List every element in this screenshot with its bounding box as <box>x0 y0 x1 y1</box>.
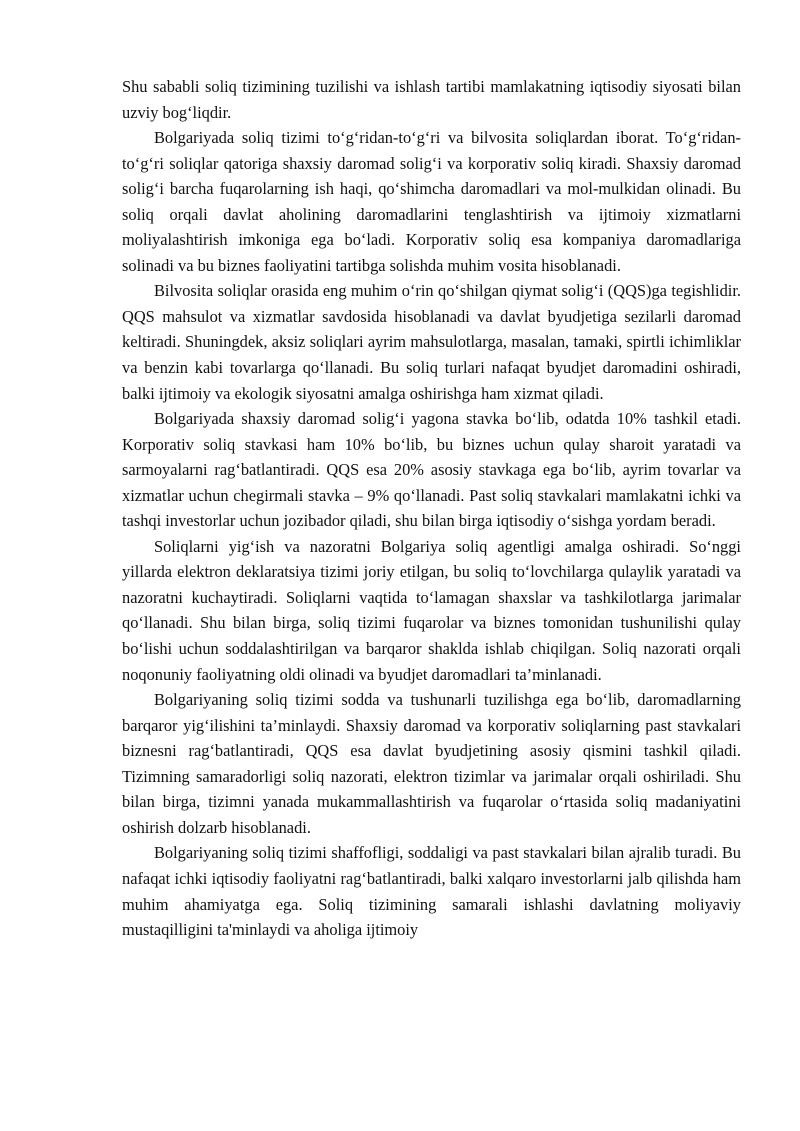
paragraph-summary: Bolgariyaning soliq tizimi sodda va tushunarli tuzilishga ega bo‘lib, daromadlarning barqaror yig‘ilishini ta’minlaydi. Shaxsiy daromad va korporativ soliqlarning past stavkalari biznesni rag‘batlantiradi, QQS esa davlat byudjetining asosiy qismini tashkil qiladi. Tizimning samaradorligi soliq nazorati, elektron tizimlar va jarimalar orqali oshiriladi. Shu bilan birga, tizimni yanada mukammallashtirish va fuqarolar o‘rtasida soliq madaniyatini oshirish dolzarb hisoblanadi. <box>122 690 741 837</box>
paragraph-conclusion: Bolgariyaning soliq tizimi shaffofligi, soddaligi va past stavkalari bilan ajralib turadi. Bu nafaqat ichki iqtisodiy faoliyatni rag‘batlantiradi, balki xalqaro investorlarni jalb qilishda ham muhim ahamiyatga ega. Soliq tizimining samarali ishlashi davlatning moliyaviy mustaqilligini ta'minlaydi va aholiga ijtimoiy <box>122 843 741 940</box>
paragraph-indirect-taxes: Bilvosita soliqlar orasida eng muhim o‘rin qo‘shilgan qiymat solig‘i (QQS)ga tegishlidir. QQS mahsulot va xizmatlar savdosida hisoblanadi va davlat byudjetiga sezilarli daromad keltiradi. Shuningdek, aksiz soliqlari ayrim mahsulotlarga, masalan, tamaki, spirtli ichimliklar va benzin kabi tovarlarga qo‘llanadi. Bu soliq turlari nafaqat byudjet daromadini oshiradi, balki ijtimoiy va ekologik siyosatni amalga oshirishga ham xizmat qiladi. <box>122 281 741 403</box>
paragraph-tax-collection: Soliqlarni yig‘ish va nazoratni Bolgariya soliq agentligi amalga oshiradi. So‘nggi yillarda elektron deklaratsiya tizimi joriy etilgan, bu soliq to‘lovchilarga qulaylik yaratadi va nazoratni kuchaytiradi. Soliqlarni vaqtida to‘lamagan shaxslar va tashkilotlarga jarimalar qo‘llanadi. Shu bilan birga, soliq tizimi fuqarolar va biznes tomonidan tushunilishi qulay bo‘lishi uchun soddalashtirilgan va barqaror shaklda ishlab chiqilgan. Soliq nazorati orqali noqonuniy faoliyatning oldi olinadi va byudjet daromadlari ta’minlanadi. <box>122 536 741 684</box>
paragraph-tax-rates: Bolgariyada shaxsiy daromad solig‘i yagona stavka bo‘lib, odatda 10% tashkil etadi. Korporativ soliq stavkasi ham 10% bo‘lib, bu biznes uchun qulay sharoit yaratadi va sarmoyalarni rag‘batlantiradi. QQS esa 20% asosiy stavkaga ega bo‘lib, ayrim tovarlar va xizmatlar uchun chegirmali stavka – 9% qo‘llanadi. Past soliq stavkalari mamlakatni ichki va tashqi investorlar uchun jozibador qiladi, shu bilan birga iqtisodiy o‘sishga yordam beradi. <box>122 409 741 531</box>
paragraph-continuation: Shu sababli soliq tizimining tuzilishi va ishlash tartibi mamlakatning iqtisodiy siyosati bilan uzviy bog‘liqdir. <box>122 77 741 122</box>
document-page <box>122 74 741 943</box>
paragraph-tax-system-structure: Bolgariyada soliq tizimi to‘g‘ridan-to‘g‘ri va bilvosita soliqlardan iborat. To‘g‘ridan-to‘g‘ri soliqlar qatoriga shaxsiy daromad solig‘i va korporativ soliq kiradi. Shaxsiy daromad solig‘i barcha fuqarolarning ish haqi, qo‘shimcha daromadlari va mol-mulkidan olinadi. Bu soliq orqali davlat aholining daromadlarini tenglashtirish va ijtimoiy xizmatlarni moliyalashtirish imkoniga ega bo‘ladi. Korporativ soliq esa kompaniya daromadlariga solinadi va bu biznes faoliyatini tartibga solishda muhim vosita hisoblanadi. <box>122 128 741 275</box>
